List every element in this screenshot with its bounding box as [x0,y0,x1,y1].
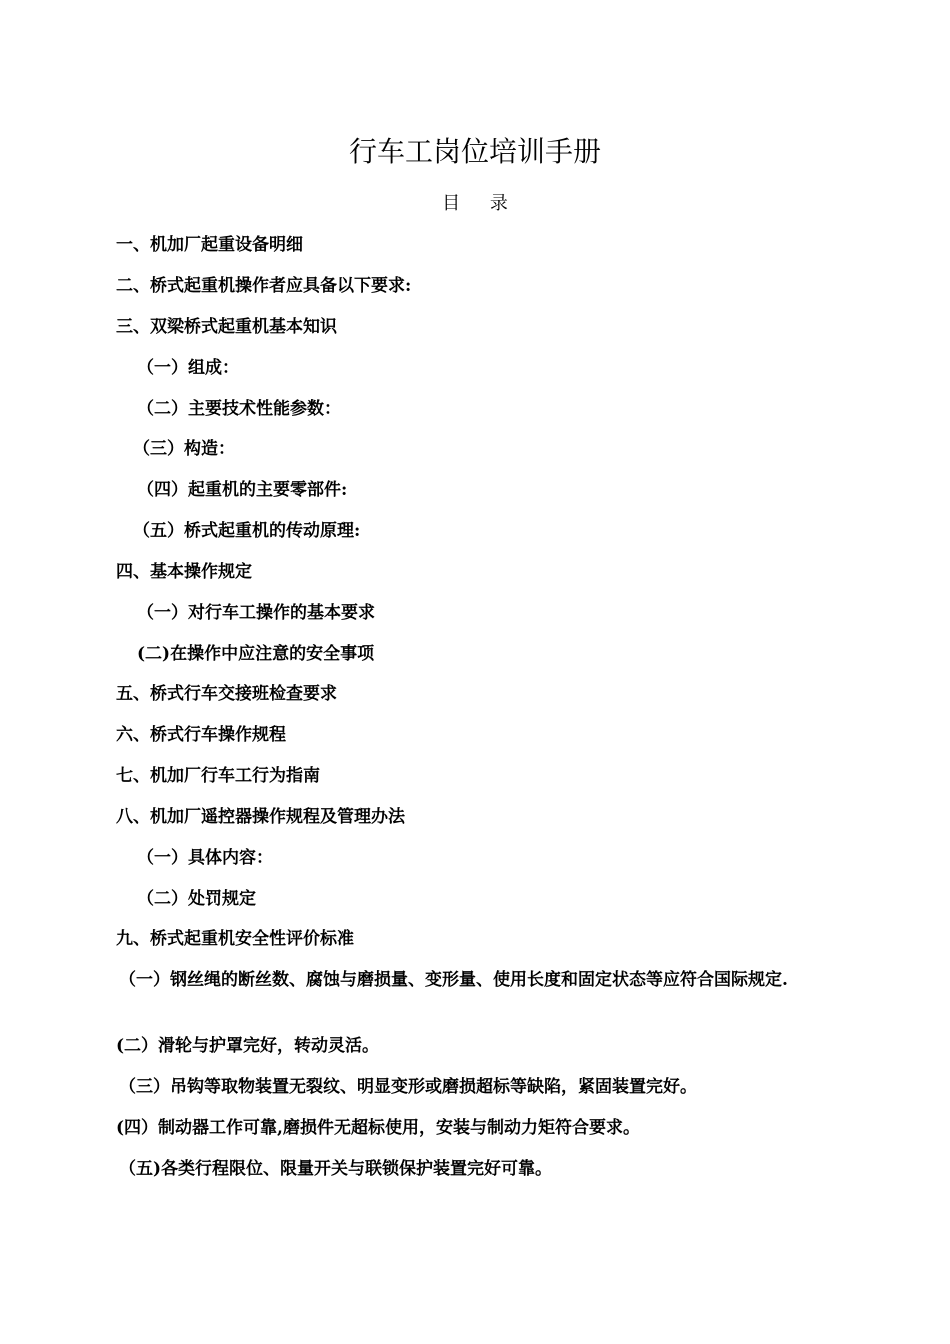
toc-item: （四）起重机的主要零部件: [137,480,348,500]
toc-item: （一）对行车工操作的基本要求 [137,603,375,623]
toc-item: (四）制动器工作可靠,磨损件无超标使用，安装与制动力矩符合要求。 [116,1118,640,1138]
toc-item: （三）构造： [133,439,235,459]
toc-item: 九、桥式起重机安全性评价标准 [116,929,354,949]
toc-item: 四、基本操作规定 [116,562,252,582]
toc-item: （二）主要技术性能参数： [137,399,341,419]
toc-item: （一）组成： [137,358,239,378]
toc-item: 二、桥式起重机操作者应具备以下要求: [116,276,412,296]
toc-item: 七、机加厂行车工行为指南 [116,766,320,786]
toc-item: （一）具体内容： [137,848,273,868]
toc-item: 三、双梁桥式起重机基本知识 [116,317,337,337]
toc-item: 八、机加厂遥控器操作规程及管理办法 [116,807,405,827]
toc-item: （五）桥式起重机的传动原理: [133,521,361,541]
toc-item: (二）滑轮与护罩完好，转动灵活。 [116,1036,380,1056]
toc-item: （二）处罚规定 [137,889,256,909]
toc-item: 六、桥式行车操作规程 [116,725,286,745]
toc-heading: 目 录 [442,193,520,214]
toc-item: 一、机加厂起重设备明细 [116,235,303,255]
toc-item: (二)在操作中应注意的安全事项 [137,644,375,664]
toc-item: 五、桥式行车交接班检查要求 [116,684,337,704]
toc-item: （一）钢丝绳的断丝数、腐蚀与磨损量、变形量、使用长度和固定状态等应符合国际规定. [119,970,788,990]
toc-item: （五)各类行程限位、限量开关与联锁保护装置完好可靠。 [119,1159,553,1179]
document-title: 行车工岗位培训手册 [348,135,601,168]
toc-item: （三）吊钩等取物装置无裂纹、明显变形或磨损超标等缺陷，紧固装置完好。 [119,1077,697,1097]
